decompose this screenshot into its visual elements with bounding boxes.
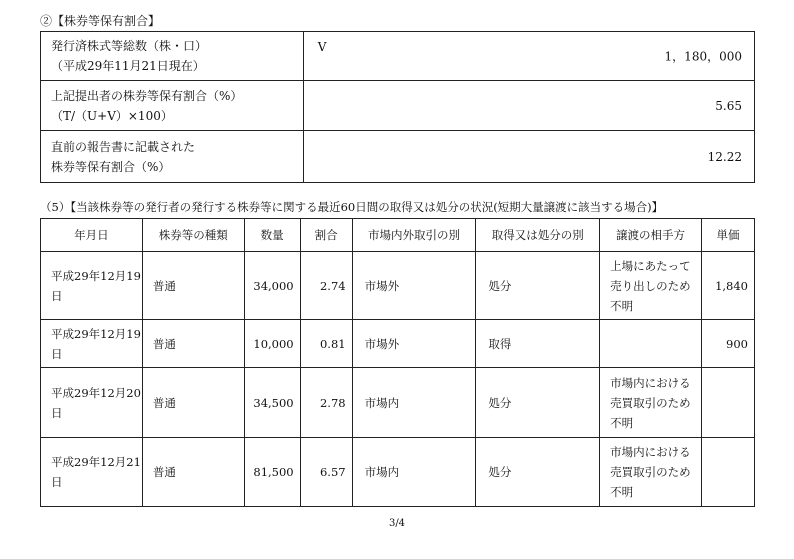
cell-date: 平成29年12月19日 [41,252,143,320]
label-line: 発行済株式等総数（株・口） [51,39,208,53]
holdings-row-total-shares [41,32,755,81]
label-line: 直前の報告書に記載された [51,139,196,154]
label-line: 上記提出者の株券等保有割合（%） [51,88,243,103]
cell-date: 平成29年12月19日 [41,320,143,368]
header-quantity: 数量 [244,219,300,252]
table-row [41,320,755,368]
value-number: 5.65 [715,98,742,113]
cell-type: 普通 [142,438,244,507]
cell-acquisition: 処分 [476,438,600,507]
cell-market: 市場内 [352,438,476,507]
row-label [41,32,304,81]
cell-counterparty: 市場内における売買取引のため不明 [600,438,702,507]
section-5-title: （5）【当該株券等の発行者の発行する株券等に関する最近60日間の取得又は処分の状況(短期大量譲渡に該当する場合)】 [40,200,664,214]
row-value-cell [303,81,754,131]
row-label [41,131,304,183]
cell-ratio: 6.57 [300,438,352,507]
value-number: 12.22 [707,149,742,164]
cell-counterparty: 市場内における売買取引のため不明 [600,368,702,438]
page-number: 3/4 [388,518,406,529]
holdings-row-previous-ratio [41,131,755,183]
cell-acquisition: 取得 [476,320,600,368]
table-row [41,438,755,507]
cell-market: 市場外 [352,252,476,320]
value-prefix: V [317,40,327,54]
table-row [41,252,755,320]
cell-date: 平成29年12月20日 [41,368,143,438]
header-unit-price: 単価 [701,219,754,252]
row-value-cell [303,32,754,81]
cell-quantity: 81,500 [244,438,300,507]
cell-unit-price: 1,840 [701,252,754,320]
cell-acquisition: 処分 [476,368,600,438]
cell-unit-price [701,368,754,438]
table-row [41,368,755,438]
cell-counterparty [600,320,702,368]
section-2-title: ②【株券等保有割合】 [40,14,161,28]
cell-type: 普通 [142,252,244,320]
header-type: 株券等の種類 [142,219,244,252]
row-label [41,81,304,131]
header-date: 年月日 [41,219,143,252]
cell-unit-price: 900 [701,320,754,368]
header-acquisition: 取得又は処分の別 [476,219,600,252]
header-ratio: 割合 [300,219,352,252]
cell-quantity: 34,000 [244,252,300,320]
header-counterparty: 譲渡の相手方 [600,219,702,252]
cell-date: 平成29年12月21日 [41,438,143,507]
transactions-table [40,218,755,507]
holdings-row-ratio [41,81,755,131]
label-line: 株券等保有割合（%） [51,159,171,174]
table-header-row [41,219,755,252]
row-value-cell [303,131,754,183]
cell-market: 市場外 [352,320,476,368]
cell-type: 普通 [142,320,244,368]
cell-ratio: 2.78 [300,368,352,438]
cell-acquisition: 処分 [476,252,600,320]
cell-unit-price [701,438,754,507]
holdings-ratio-table [40,31,755,183]
header-market: 市場内外取引の別 [352,219,476,252]
value-number: 1，180，000 [664,49,742,64]
label-line: （平成29年11月21日現在） [51,59,205,73]
cell-counterparty: 上場にあたって売り出しのため不明 [600,252,702,320]
cell-ratio: 0.81 [300,320,352,368]
cell-quantity: 34,500 [244,368,300,438]
cell-ratio: 2.74 [300,252,352,320]
cell-market: 市場内 [352,368,476,438]
label-line: （T/（U+V）×100） [51,108,173,123]
cell-type: 普通 [142,368,244,438]
cell-quantity: 10,000 [244,320,300,368]
